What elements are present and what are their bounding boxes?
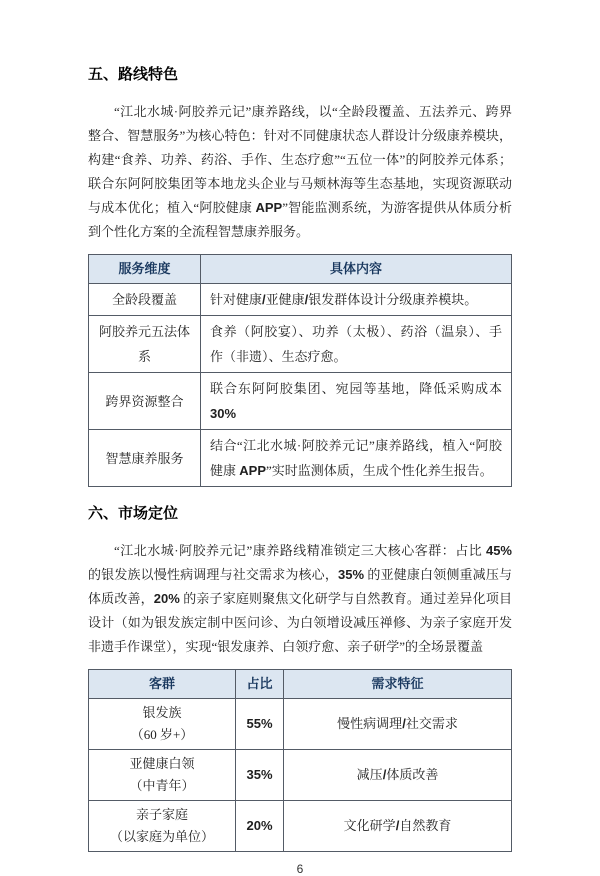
- table-row: [89, 699, 512, 750]
- section-market-positioning: [88, 503, 512, 852]
- customer-group-cell: [89, 699, 236, 750]
- share-cell: 55%: [236, 699, 284, 750]
- customer-group-note: （以家庭为单位）: [109, 829, 214, 844]
- customer-group-name: 银发族: [142, 705, 182, 720]
- table-header-row: [89, 670, 512, 699]
- table-row: [89, 801, 512, 852]
- col-header-customer-group: 客群: [89, 670, 236, 699]
- details-cell: 结合“江北水城·阿胶养元记”康养路线，植入“阿胶健康 APP”实时监测体质，生成个性化养生报告。: [201, 430, 512, 487]
- customer-group-note: （中青年）: [129, 778, 195, 793]
- share-cell: 35%: [236, 750, 284, 801]
- section-route-heading: 五、路线特色: [88, 67, 179, 83]
- needs-cell: 减压/体质改善: [284, 750, 512, 801]
- table-row: [89, 373, 512, 430]
- col-header-share: 占比: [236, 670, 284, 699]
- table-row: [89, 316, 512, 373]
- col-header-service-dimension: 服务维度: [89, 255, 201, 284]
- page-number: 6: [296, 862, 304, 876]
- table-row: [89, 430, 512, 487]
- details-cell: 针对健康/亚健康/银发群体设计分级康养模块。: [201, 284, 512, 316]
- customer-group-name: 亲子家庭: [135, 807, 188, 822]
- customer-group-note: （60 岁+）: [130, 727, 194, 742]
- table-row: [89, 750, 512, 801]
- service-dimension-cell: 跨界资源整合: [89, 373, 201, 430]
- table-header-row: [89, 255, 512, 284]
- service-dimension-cell: 智慧康养服务: [89, 430, 201, 487]
- customer-group-name: 亚健康白领: [129, 756, 195, 771]
- section-market-heading: 六、市场定位: [88, 506, 179, 522]
- section-route-features: [88, 64, 512, 487]
- service-dimension-cell: 全龄段覆盖: [89, 284, 201, 316]
- needs-cell: 文化研学/自然教育: [284, 801, 512, 852]
- details-cell: 联合东阿阿胶集团、宛园等基地，降低采购成本 30%: [201, 373, 512, 430]
- market-segments-table: [88, 669, 512, 852]
- table-row: [89, 284, 512, 316]
- customer-group-cell: [89, 750, 236, 801]
- col-header-needs: 需求特征: [284, 670, 512, 699]
- route-features-table: [88, 254, 512, 487]
- col-header-details: 具体内容: [201, 255, 512, 284]
- service-dimension-cell: 阿胶养元五法体系: [89, 316, 201, 373]
- needs-cell: 慢性病调理/社交需求: [284, 699, 512, 750]
- details-cell: 食养（阿胶宴）、功养（太极）、药浴（温泉）、手作（非遗）、生态疗愈。: [201, 316, 512, 373]
- route-paragraph: “江北水城·阿胶养元记”康养路线，以“全龄段覆盖、五法养元、跨界整合、智慧服务”为核心特色：针对不同健康状态人群设计分级康养模块，构建“食养、功养、药浴、手作、生态疗愈”“五位一体”的阿胶养元体系；联合东阿阿胶集团等本地龙头企业与马颊林海等生态基地，实现资源联动与成本优化；植入“阿胶健康 APP”智能监测系统，为游客提供从体质分析到个性化方案的全流程智慧康养服务。: [88, 104, 512, 239]
- customer-group-cell: [89, 801, 236, 852]
- share-cell: 20%: [236, 801, 284, 852]
- market-paragraph: “江北水城·阿胶养元记”康养路线精准锁定三大核心客群：占比 45% 的银发族以慢性病调理与社交需求为核心，35% 的亚健康白领侧重减压与体质改善，20% 的亲子家庭则聚焦文化研学与自然教育。通过差异化项目设计（如为银发族定制中医问诊、为白领增设减压禅修、为亲子家庭开发非遗手作课堂），实现“银发康养、白领疗愈、亲子研学”的全场景覆盖: [88, 543, 512, 654]
